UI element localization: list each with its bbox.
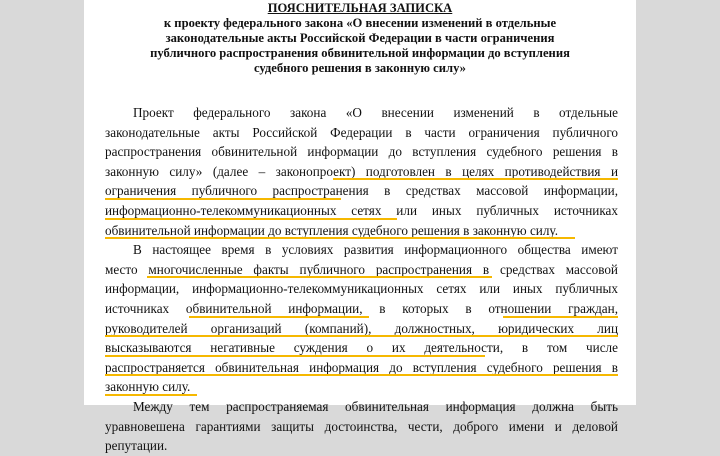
header-line-5: судебного решения в законную силу» — [254, 61, 466, 75]
highlight-underline — [105, 335, 618, 337]
paragraph-line: Проект федерального закона «О внесении изменений в отдельные — [133, 105, 618, 120]
paragraph-line: информационно-телекоммуникационных сетях или иных публичных источниках — [105, 202, 618, 218]
highlight-underline — [105, 198, 341, 200]
paragraph-line: Между тем распространяемая обвинительная информация должна быть — [133, 398, 618, 414]
paragraph-line: ограничения публичного распространения в средствах массовой информации, — [105, 183, 618, 199]
paragraph-line: репутации. — [105, 438, 168, 454]
paragraph-line: руководителей организаций (компаний), должностных, юридических лиц — [105, 320, 618, 336]
document-page — [84, 0, 636, 454]
highlight-underline — [333, 178, 618, 180]
paragraph-line: источниках обвинительной информации, в которых в отношении граждан, — [105, 300, 618, 316]
paragraph-3 — [105, 397, 618, 456]
paragraph-2 — [105, 240, 618, 397]
document-body — [105, 103, 618, 456]
highlight-underline — [189, 316, 369, 318]
highlight-underline — [105, 218, 397, 220]
header-line-2: к проекту федерального закона «О внесении изменений в отдельные — [163, 16, 557, 30]
paragraph-line: законную силу. — [105, 377, 618, 397]
document-title: ПОЯСНИТЕЛЬНАЯ ЗАПИСКА — [267, 1, 453, 15]
document-header — [84, 1, 636, 76]
paragraph-line: В настоящее время в условиях развития информационного общества имеют — [133, 242, 618, 258]
paragraph-line: распространения обвинительной информации до вступления судебного решения в — [105, 144, 618, 160]
highlight-underline — [105, 374, 618, 376]
header-line-3: законодательные акты Российской Федерации в части ограничения — [165, 31, 555, 45]
paragraph-line: высказываются негативные суждения о их деятельности, в том числе — [105, 340, 618, 356]
header-line-4: публичного распространения обвинительной информации до вступления — [150, 46, 570, 60]
paragraph-line: обвинительной информации до вступления судебного решения в законную силу. — [105, 221, 618, 241]
paragraph-line: место многочисленные факты публичного распространения в средствах массовой — [105, 261, 618, 277]
highlight-underline — [105, 355, 485, 357]
paragraph-line: законодательные акты Российской Федерации в части ограничения публичного — [105, 124, 618, 140]
paragraph-1 — [105, 103, 618, 240]
highlight-underline — [147, 276, 492, 278]
paragraph-line: информации, информационно-телекоммуникационных сетях или иных публичных — [105, 281, 618, 297]
paragraph-line: законную силу» (далее – законопроект) подготовлен в целях противодействия и — [105, 163, 618, 179]
paragraph-line: распространяется обвинительная информация до вступления судебного решения в — [105, 359, 618, 375]
highlight-underline — [503, 316, 618, 318]
paragraph-line: уравновешена гарантиями защиты достоинства, чести, доброго имени и деловой — [105, 418, 618, 434]
highlight-underline — [105, 237, 575, 239]
highlight-underline — [105, 394, 197, 396]
